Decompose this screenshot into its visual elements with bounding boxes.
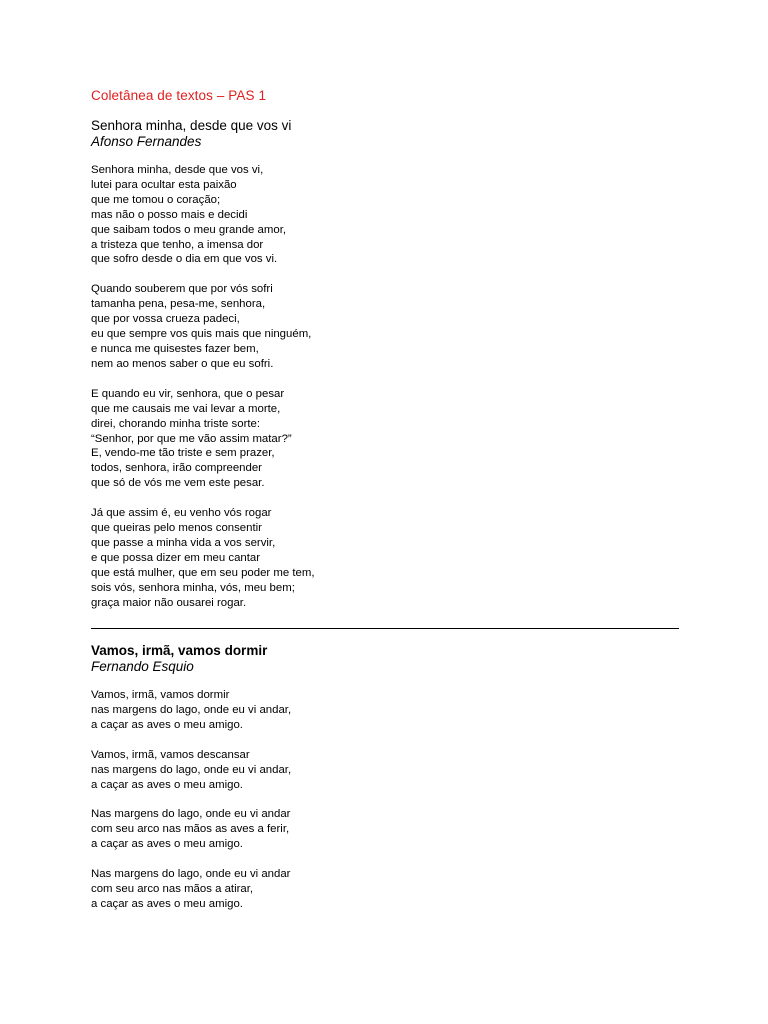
poem-line: a caçar as aves o meu amigo.	[91, 838, 243, 851]
stanza	[91, 688, 681, 733]
poem-author: Afonso Fernandes	[91, 133, 202, 149]
poem-line: “Senhor, por que me vão assim matar?”	[91, 432, 292, 445]
poem-line: que por vossa crueza padeci,	[91, 313, 240, 326]
poem-line: que queiras pelo menos consentir	[91, 522, 262, 535]
poem-author: Fernando Esquio	[91, 658, 194, 674]
poem-line: que sofro desde o dia em que vos vi.	[91, 253, 278, 266]
poem-line: Quando souberem que por vós sofri	[91, 283, 273, 296]
document-title: Coletânea de textos – PAS 1	[91, 88, 267, 103]
poem-line: a caçar as aves o meu amigo.	[91, 897, 243, 910]
stanza	[91, 867, 681, 912]
poem-line: nas margens do lago, onde eu vi andar,	[91, 763, 292, 776]
poem-line: Nas margens do lago, onde eu vi andar	[91, 808, 291, 821]
poem-1-section	[91, 88, 681, 625]
poem-line: eu que sempre vos quis mais que ninguém,	[91, 328, 312, 341]
poem-line: que saibam todos o meu grande amor,	[91, 223, 287, 236]
poem-line: Vamos, irmã, vamos dormir	[91, 689, 230, 701]
poem-line: que só de vós me vem este pesar.	[91, 477, 265, 490]
poem-line: nem ao menos saber o que eu sofri.	[91, 357, 274, 370]
poem-line: todos, senhora, irão compreender	[91, 462, 262, 475]
section-divider	[91, 628, 679, 629]
poem-line: nas margens do lago, onde eu vi andar,	[91, 703, 292, 716]
poem-line: Nas margens do lago, onde eu vi andar	[91, 868, 291, 881]
poem-line: tamanha pena, pesa-me, senhora,	[91, 298, 266, 311]
poem-line: e nunca me quisestes fazer bem,	[91, 342, 259, 355]
poem-line: direi, chorando minha triste sorte:	[91, 417, 261, 430]
poem-line: com seu arco nas mãos as aves a ferir,	[91, 823, 290, 836]
poem-line: Senhora minha, desde que vos vi,	[91, 164, 264, 176]
stanza	[91, 163, 681, 267]
poem-line: sois vós, senhora minha, vós, meu bem;	[91, 581, 295, 594]
poem-line: que me causais me vai levar a morte,	[91, 402, 281, 415]
poem-line: que passe a minha vida a vos servir,	[91, 536, 276, 549]
poem-line: com seu arco nas mãos a atirar,	[91, 883, 254, 896]
poem-line: a caçar as aves o meu amigo.	[91, 718, 243, 731]
stanza	[91, 506, 681, 610]
stanza	[91, 387, 681, 491]
poem-line: lutei para ocultar esta paixão	[91, 178, 237, 191]
poem-line: que me tomou o coração;	[91, 193, 221, 206]
poem-line: mas não o posso mais e decidi	[91, 208, 248, 221]
stanza	[91, 282, 681, 371]
poem-2-section	[91, 643, 681, 927]
poem-title: Vamos, irmã, vamos dormir	[91, 643, 268, 658]
poem-title: Senhora minha, desde que vos vi	[91, 118, 292, 133]
poem-line: a caçar as aves o meu amigo.	[91, 778, 243, 791]
stanza	[91, 748, 681, 793]
poem-line: Já que assim é, eu venho vós rogar	[91, 507, 272, 520]
poem-line: que está mulher, que em seu poder me tem,	[91, 566, 315, 579]
poem-line: E quando eu vir, senhora, que o pesar	[91, 387, 285, 400]
poem-line: a tristeza que tenho, a imensa dor	[91, 238, 264, 251]
poem-line: e que possa dizer em meu cantar	[91, 551, 261, 564]
poem-line: Vamos, irmã, vamos descansar	[91, 748, 250, 761]
stanza	[91, 807, 681, 852]
poem-line: E, vendo-me tão triste e sem prazer,	[91, 447, 275, 460]
poem-line: graça maior não ousarei rogar.	[91, 596, 247, 609]
